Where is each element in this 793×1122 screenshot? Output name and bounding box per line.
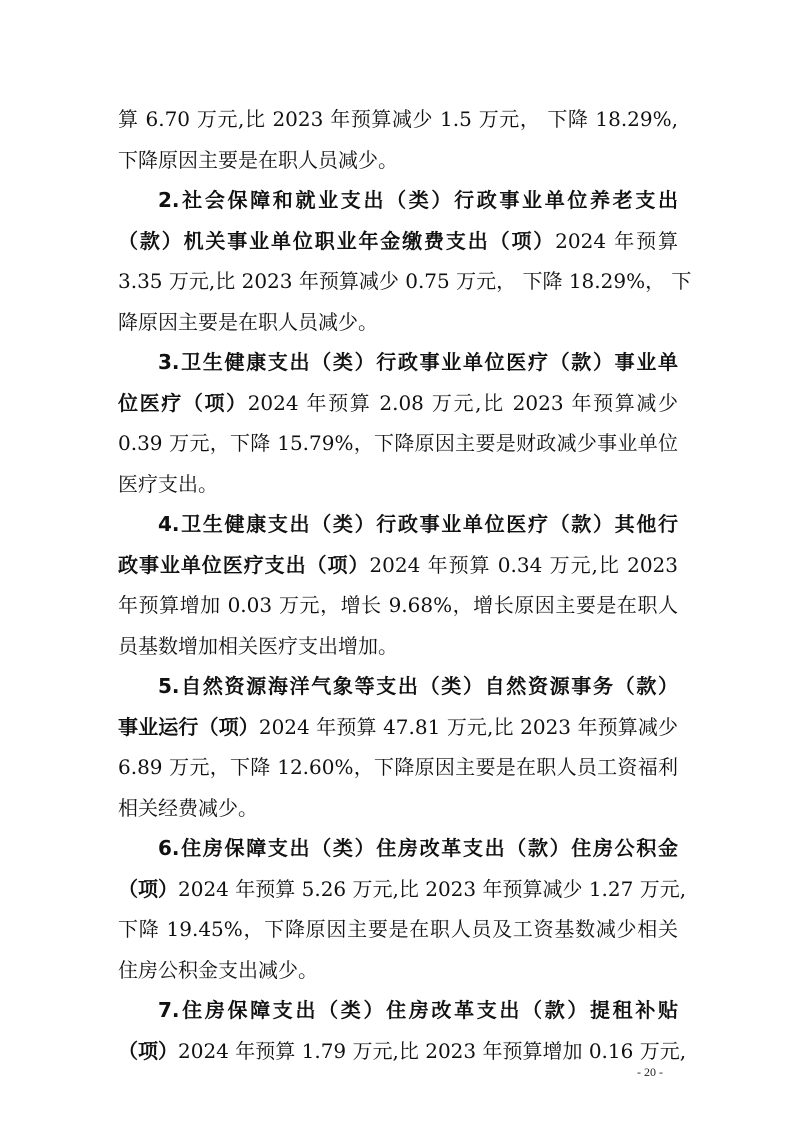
- text-span: 0.39 万元，下降 15.79%，下降原因主要是财政减少事业单位: [118, 431, 678, 455]
- heading-span: 政事业单位医疗支出（项）: [118, 552, 370, 577]
- text-span: 住房公积金支出减少。: [118, 957, 318, 982]
- heading-span: 事业运行（项）: [118, 714, 259, 739]
- text-line-6: [118, 303, 678, 341]
- text-span: 算 6.70 万元,比 2023 年预算减少 1.5 万元， 下降 18.29%,: [118, 107, 678, 131]
- heading-span: 3.卫生健康支出（类）行政事业单位医疗（款）事业单: [158, 350, 678, 374]
- text-span: 员基数增加相关医疗支出增加。: [118, 633, 398, 658]
- text-line-10: [118, 465, 678, 503]
- heading-span: （项）: [118, 1038, 178, 1063]
- section-heading-7: [158, 991, 678, 1029]
- text-line-12: [118, 546, 678, 584]
- text-span: 3.35 万元,比 2023 年预算减少 0.75 万元， 下降 18.29%， 下: [118, 269, 692, 293]
- text-line-22: [118, 951, 678, 989]
- text-line-5: [118, 262, 692, 300]
- section-heading-5: [158, 667, 678, 705]
- text-line-4: [118, 222, 678, 260]
- text-line-21: [118, 910, 678, 948]
- heading-span: 2.社会保障和就业支出（类）行政事业单位养老支出: [158, 188, 678, 212]
- section-heading-6: [158, 829, 678, 867]
- text-line-2: [118, 141, 678, 179]
- text-span: 2024 年预算 0.34 万元,比 2023: [369, 552, 678, 577]
- text-line-13: [118, 586, 678, 624]
- heading-span: 6.住房保障支出（类）住房改革支出（款）住房公积金: [158, 836, 678, 860]
- text-span: 2024 年预算 5.26 万元,比 2023 年预算减少 1.27 万元,: [178, 876, 687, 901]
- text-line-24: [118, 1032, 687, 1070]
- heading-span: （款）机关事业单位职业年金缴费支出（项）: [118, 228, 556, 253]
- heading-span: 位医疗（项）: [118, 390, 248, 415]
- text-span: 相关经费减少。: [118, 795, 258, 820]
- text-line-8: [118, 384, 678, 422]
- section-heading-3: [158, 343, 678, 381]
- text-line-18: [118, 789, 678, 827]
- text-line-1: [118, 100, 678, 138]
- heading-span: （项）: [118, 876, 178, 901]
- section-heading-4: [158, 505, 678, 543]
- text-span: 下降原因主要是在职人员减少。: [118, 147, 398, 172]
- text-span: 下降 19.45%，下降原因主要是在职人员及工资基数减少相关: [118, 917, 678, 941]
- text-line-9: [118, 424, 678, 462]
- text-span: 2024 年预算 47.81 万元,比 2023 年预算减少: [258, 714, 679, 739]
- text-span: 医疗支出。: [118, 471, 218, 496]
- text-span: 年预算增加 0.03 万元，增长 9.68%，增长原因主要是在职人: [118, 593, 678, 617]
- heading-span: 4.卫生健康支出（类）行政事业单位医疗（款）其他行: [158, 512, 678, 536]
- text-line-17: [118, 748, 678, 786]
- text-line-16: [118, 708, 678, 746]
- heading-span: 7.住房保障支出（类）住房改革支出（款）提租补贴: [158, 998, 678, 1022]
- text-span: 2024 年预算 1.79 万元,比 2023 年预算增加 0.16 万元,: [178, 1038, 687, 1063]
- text-span: 降原因主要是在职人员减少。: [118, 309, 378, 334]
- page-number: - 20 -: [637, 1065, 663, 1079]
- text-span: 2024 年预算: [555, 228, 679, 253]
- section-heading-2: [158, 181, 678, 219]
- heading-span: 5.自然资源海洋气象等支出（类）自然资源事务（款）: [158, 674, 678, 698]
- text-line-14: [118, 627, 678, 665]
- text-span: 6.89 万元，下降 12.60%，下降原因主要是在职人员工资福利: [118, 755, 678, 779]
- text-span: 2024 年预算 2.08 万元,比 2023 年预算减少: [247, 390, 678, 415]
- text-line-20: [118, 870, 687, 908]
